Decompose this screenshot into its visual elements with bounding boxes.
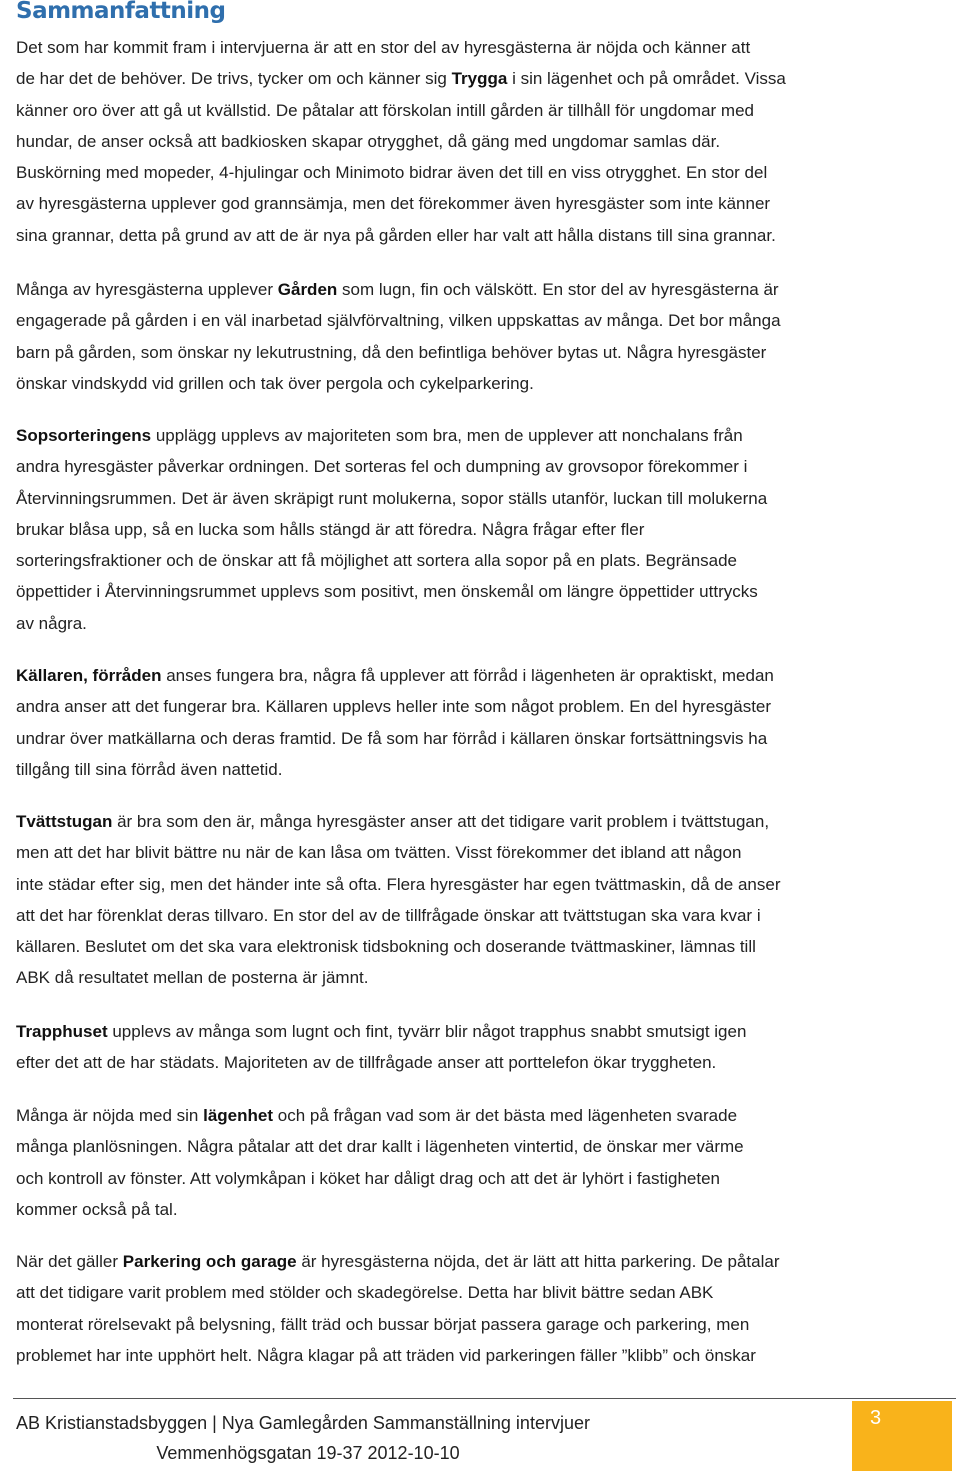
text-line [16, 691, 946, 722]
text-run: upplägg upplevs av majoriteten som bra, men de upplever att nonchalans från [151, 426, 743, 445]
text-line [16, 451, 946, 482]
text-run: att det har förenklat deras tillvaro. En stor del av de tillfrågade önskar att tvättstugan ska vara kvar i [16, 905, 761, 925]
text-run: hundar, de anser också att badkiosken skapar otrygghet, då gäng med ungdomar samlas där. [16, 131, 721, 151]
paragraph-apartment [16, 1100, 946, 1225]
footer [16, 1408, 836, 1468]
text-line [16, 962, 946, 993]
bold-keyword: Gården [277, 280, 338, 299]
page-number-box [852, 1401, 952, 1471]
paragraph-waste-sorting [16, 420, 946, 639]
text-run: men att det har blivit bättre nu när de kan låsa om tvätten. Visst förekommer det ibland att någon [16, 843, 742, 863]
bold-keyword: Parkering och garage [122, 1252, 297, 1271]
paragraph-laundry [16, 806, 946, 994]
text-line [16, 514, 946, 545]
text-line [16, 1340, 946, 1371]
text-line [16, 1277, 946, 1308]
text-line [16, 545, 946, 576]
text-line [16, 837, 946, 868]
text-run: När det gäller [16, 1252, 123, 1271]
paragraph-garden [16, 274, 946, 399]
bold-keyword: Trygga [451, 69, 508, 89]
text-run: sina grannar, detta på grund av att de är nya på gården eller har valt att hålla distans till sina grannar. [16, 225, 776, 245]
page-number: 3 [870, 1407, 882, 1429]
text-line [16, 483, 946, 514]
text-run: många planlösningen. Några påtalar att det drar kallt i lägenheten vintertid, de önskar mer värme [16, 1137, 744, 1157]
text-run: efter det att de har städats. Majoriteten av de tillfrågade anser att porttelefon ökar tryggheten. [16, 1053, 717, 1073]
bold-keyword: lägenhet [203, 1106, 274, 1125]
text-run: Många är nöjda med sin [16, 1106, 204, 1125]
text-line [16, 95, 946, 126]
text-line [16, 806, 946, 837]
paragraph-basement [16, 660, 946, 785]
text-run: av några. [16, 613, 87, 633]
text-line [16, 1131, 946, 1162]
text-line [16, 1047, 946, 1078]
text-run: inte städar efter sig, men det händer inte så ofta. Flera hyresgäster har egen tvättmaskin, då de anser [16, 874, 781, 894]
text-line [16, 576, 946, 607]
text-run: andra hyresgäster påverkar ordningen. Det sorteras fel och dumpning av grovsopor förekommer i [16, 457, 748, 477]
text-line [16, 32, 946, 63]
text-line [16, 723, 946, 754]
text-run: öppettider i Återvinningsrummet upplevs som positivt, men önskemål om längre öppettider uttrycks [16, 582, 758, 602]
text-line [16, 1246, 946, 1277]
bold-keyword: Sopsorteringens [16, 426, 152, 445]
text-line [16, 337, 946, 368]
text-line [16, 1100, 946, 1131]
text-run: och på frågan vad som är det bästa med lägenheten svarade [273, 1106, 738, 1125]
text-line [16, 900, 946, 931]
text-line [16, 1309, 946, 1340]
text-line [16, 1163, 946, 1194]
text-run: engagerade på gården i en väl inarbetad självförvaltning, vilken uppskattas av många. Det bor många [16, 311, 781, 331]
text-run: kommer också på tal. [16, 1199, 178, 1219]
text-run: är bra som den är, många hyresgäster anser att det tidigare varit problem i tvättstugan, [112, 812, 770, 831]
paragraph-summary [16, 32, 946, 251]
text-run: i sin lägenhet och på området. Vissa [507, 69, 786, 89]
text-run: anses fungera bra, några få upplever att förråd i lägenheten är opraktiskt, medan [161, 666, 774, 685]
text-run: andra anser att det fungerar bra. Källaren upplevs heller inte som något problem. En del hyresgäster [16, 697, 772, 717]
text-run: upplevs av många som lugnt och fint, tyvärr blir något trapphus snabbt smutsigt igen [107, 1022, 747, 1041]
text-run: och kontroll av fönster. Att volymkåpan i köket har dåligt drag och att det är lyhört i fastigheten [16, 1168, 720, 1188]
paragraph-stairwell [16, 1016, 946, 1079]
text-run: av hyresgästerna upplever god grannsämja, men det förekommer även hyresgäster som inte känner [16, 194, 771, 214]
text-line [16, 157, 946, 188]
text-run: de har det de behöver. De trivs, tycker om och känner sig [16, 69, 452, 89]
text-line [16, 608, 946, 639]
text-run: Buskörning med mopeder, 4-hjulingar och Minimoto bidrar även det till en viss otrygghet. En stor del [16, 163, 768, 183]
text-line [16, 220, 946, 251]
text-line [16, 931, 946, 962]
text-run: barn på gården, som önskar ny lekutrustning, då den befintliga behöver bytas ut. Några hyresgäster [16, 342, 767, 362]
text-run: monterat rörelsevakt på belysning, fällt träd och bussar börjat passera garage och parkering, men [16, 1314, 750, 1334]
text-line [16, 368, 946, 399]
text-line [16, 188, 946, 219]
text-line [16, 660, 946, 691]
text-run: tillgång till sina förråd även nattetid. [16, 759, 283, 779]
text-line [16, 754, 946, 785]
text-line [16, 869, 946, 900]
text-run: brukar blåsa upp, så en lucka som hålls stängd är att föredra. Några frågar efter fler [16, 519, 645, 539]
text-run: undrar över matkällarna och deras framtid. De få som har förråd i källaren önskar fortsättningsvis ha [16, 728, 768, 748]
text-run: källaren. Beslutet om det ska vara elektronisk tidsbokning och doserande tvättmaskiner, lämnas till [16, 937, 756, 957]
text-run: önskar vindskydd vid grillen och tak över pergola och cykelparkering. [16, 373, 534, 393]
text-run: som lugn, fin och välskött. En stor del av hyresgästerna är [337, 280, 779, 299]
bold-keyword: Tvättstugan [16, 812, 113, 831]
text-run: ABK då resultatet mellan de posterna är jämnt. [16, 968, 369, 988]
paragraph-parking [16, 1246, 946, 1371]
text-run: Många av hyresgästerna upplever [16, 280, 278, 299]
page-title: Sammanfattning [16, 0, 226, 24]
text-line [16, 305, 946, 336]
footer-divider [13, 1398, 956, 1399]
text-run: är hyresgästerna nöjda, det är lätt att hitta parkering. De påtalar [296, 1252, 780, 1271]
text-run: att det tidigare varit problem med stölder och skadegörelse. Detta har blivit bättre sedan ABK [16, 1283, 714, 1303]
text-run: problemet har inte upphört helt. Några klagar på att träden vid parkeringen fäller ”klibb” och önskar [16, 1345, 756, 1365]
text-run: Det som har kommit fram i intervjuerna är att en stor del av hyresgästerna är nöjda och känner att [16, 38, 751, 57]
footer-company-line: AB Kristianstadsbyggen | Nya Gamlegården Sammanställning intervjuer [16, 1413, 590, 1433]
bold-keyword: Trapphuset [16, 1022, 108, 1041]
text-line [16, 1016, 946, 1047]
footer-address-line: Vemmenhögsgatan 19-37 2012-10-10 [156, 1443, 460, 1463]
text-line [16, 1194, 946, 1225]
bold-keyword: Källaren, förråden [16, 666, 162, 685]
text-line [16, 63, 946, 94]
text-line [16, 420, 946, 451]
text-line [16, 126, 946, 157]
text-line [16, 274, 946, 305]
text-run: känner oro över att gå ut kvällstid. De påtalar att förskolan intill gården är tillhåll för ungdomar med [16, 100, 754, 120]
text-run: Återvinningsrummen. Det är även skräpigt runt molukerna, sopor ställs utanför, luckan till molukerna [16, 488, 768, 508]
text-run: sorteringsfraktioner och de önskar att få möjlighet att sortera alla sopor på en plats. Begränsade [16, 551, 738, 571]
